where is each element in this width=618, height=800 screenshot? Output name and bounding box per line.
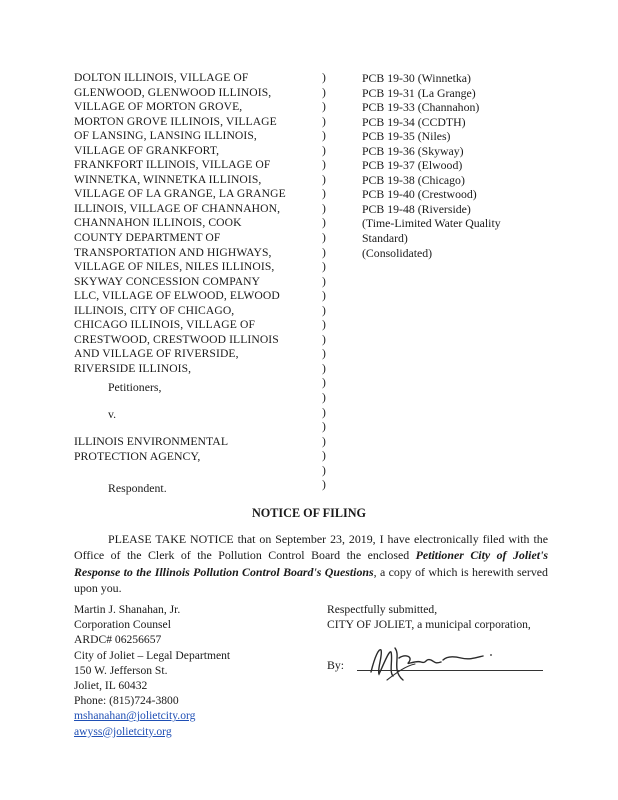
- caption-paren: ): [322, 231, 326, 245]
- case-number-line: PCB 19-38 (Chicago): [362, 172, 465, 187]
- caption-paren: ): [322, 405, 326, 419]
- caption-paren: ): [322, 187, 326, 201]
- petitioner-line: COUNTY DEPARTMENT OF: [74, 231, 221, 245]
- petitioner-line: MORTON GROVE ILLINOIS, VILLAGE: [74, 114, 277, 128]
- notice-document-title: Petitioner City of Joliet's Response to the Illinois Pollution Control Board's Questions: [74, 548, 548, 579]
- caption-paren: ): [322, 332, 326, 346]
- caption-parties: [74, 71, 310, 376]
- counsel-name: Martin J. Shanahan, Jr.: [74, 603, 181, 616]
- submission-block: [327, 602, 567, 632]
- caption-paren: ): [322, 391, 326, 405]
- notice-body-text: PLEASE TAKE NOTICE that on September 23, 2019, I have electronically filed with the Office of the Clerk of the Pollution Control Board the enclosed: [74, 532, 548, 563]
- caption-paren: ): [322, 129, 326, 143]
- case-number-line: PCB 19-36 (Skyway): [362, 143, 464, 158]
- petitioner-line: VILLAGE OF MORTON GROVE,: [74, 100, 243, 114]
- caption-paren: ): [322, 289, 326, 303]
- petitioner-line: VILLAGE OF GRANKFORT,: [74, 143, 220, 157]
- email-link[interactable]: mshanahan@jolietcity.org: [74, 709, 196, 723]
- case-number-line: Standard): [362, 231, 408, 246]
- caption-paren: ): [322, 158, 326, 172]
- counsel-street: 150 W. Jefferson St.: [74, 663, 168, 677]
- petitioner-line: WINNETKA, WINNETKA ILLINOIS,: [74, 172, 262, 186]
- caption-paren: ): [322, 303, 326, 317]
- caption-paren: ): [322, 434, 326, 448]
- petitioner-line: CHICAGO ILLINOIS, VILLAGE OF: [74, 318, 255, 332]
- caption-paren: ): [322, 85, 326, 99]
- petitioners-names: [74, 71, 310, 376]
- petitioner-line: OF LANSING, LANSING ILLINOIS,: [74, 129, 257, 143]
- caption-paren: ): [322, 143, 326, 157]
- submitting-party: CITY OF JOLIET, a municipal corporation,: [327, 618, 531, 632]
- petitioner-line: SKYWAY CONCESSION COMPANY: [74, 274, 261, 288]
- petitioner-line: DOLTON ILLINOIS, VILLAGE OF: [74, 71, 249, 84]
- notice-body-text-end: , a copy of which is herewith served upon you.: [74, 564, 548, 595]
- caption-paren: ): [322, 260, 326, 274]
- case-number-line: PCB 19-33 (Channahon): [362, 100, 480, 115]
- caption-parentheses: [322, 71, 332, 493]
- counsel-department: City of Joliet – Legal Department: [74, 648, 231, 662]
- case-number-line: PCB 19-37 (Elwood): [362, 158, 463, 173]
- notice-body: [74, 531, 548, 596]
- caption-paren: ): [322, 318, 326, 332]
- case-number-line: PCB 19-30 (Winnetka): [362, 71, 471, 85]
- case-number-line: PCB 19-34 (CCDTH): [362, 114, 466, 129]
- caption-paren: ): [322, 245, 326, 259]
- caption-paren: ): [322, 449, 326, 463]
- petitioner-line: LLC, VILLAGE OF ELWOOD, ELWOOD: [74, 289, 280, 303]
- caption-paren: ): [322, 347, 326, 361]
- signature-image: [365, 636, 505, 688]
- versus-label: v.: [108, 407, 117, 421]
- caption-paren: ): [322, 216, 326, 230]
- caption-paren: ): [322, 420, 326, 434]
- petitioner-line: CRESTWOOD, CRESTWOOD ILLINOIS: [74, 332, 279, 346]
- petitioner-line: ILLINOIS, CITY OF CHICAGO,: [74, 303, 235, 317]
- closing-text: Respectfully submitted,: [327, 603, 438, 616]
- case-number-line: PCB 19-35 (Niles): [362, 129, 451, 144]
- respondent-names: [74, 434, 228, 463]
- petitioners-label: Petitioners,: [108, 380, 162, 394]
- caption-paren: ): [322, 100, 326, 114]
- petitioner-line: GLENWOOD, GLENWOOD ILLINOIS,: [74, 85, 272, 99]
- caption-paren: ): [322, 114, 326, 128]
- caption-paren: ): [322, 463, 326, 477]
- respondent-line: PROTECTION AGENCY,: [74, 448, 201, 463]
- email-link[interactable]: awyss@jolietcity.org: [74, 724, 172, 738]
- caption-paren: ): [322, 361, 326, 375]
- counsel-block: [74, 602, 294, 739]
- caption-paren: ): [322, 376, 326, 390]
- petitioner-line: RIVERSIDE ILLINOIS,: [74, 361, 192, 375]
- petitioner-line: ILLINOIS, VILLAGE OF CHANNAHON,: [74, 201, 281, 215]
- by-label: By:: [327, 658, 345, 672]
- petitioner-line: TRANSPORTATION AND HIGHWAYS,: [74, 245, 272, 259]
- caption-paren: ): [322, 71, 326, 84]
- respondent-line: ILLINOIS ENVIRONMENTAL: [74, 434, 229, 448]
- case-numbers: [362, 71, 562, 260]
- counsel-ardc: ARDC# 06256657: [74, 633, 162, 647]
- counsel-phone: Phone: (815)724-3800: [74, 694, 179, 708]
- notice-title: NOTICE OF FILING: [252, 506, 366, 520]
- petitioner-line: VILLAGE OF LA GRANGE, LA GRANGE: [74, 187, 286, 201]
- respondent-label: Respondent.: [108, 481, 167, 495]
- caption-paren: ): [322, 172, 326, 186]
- case-number-line: PCB 19-40 (Crestwood): [362, 187, 477, 202]
- petitioner-line: FRANKFORT ILLINOIS, VILLAGE OF: [74, 158, 271, 172]
- case-number-line: (Time-Limited Water Quality: [362, 216, 501, 231]
- petitioner-line: AND VILLAGE OF RIVERSIDE,: [74, 347, 239, 361]
- caption-paren: ): [322, 478, 326, 492]
- case-number-line: PCB 19-48 (Riverside): [362, 201, 471, 216]
- case-number-line: (Consolidated): [362, 245, 433, 260]
- case-number-line: PCB 19-31 (La Grange): [362, 85, 476, 100]
- petitioner-line: VILLAGE OF NILES, NILES ILLINOIS,: [74, 260, 275, 274]
- counsel-title: Corporation Counsel: [74, 618, 171, 632]
- petitioner-line: CHANNAHON ILLINOIS, COOK: [74, 216, 242, 230]
- caption-paren: ): [322, 274, 326, 288]
- counsel-city: Joliet, IL 60432: [74, 679, 148, 693]
- caption-paren: ): [322, 201, 326, 215]
